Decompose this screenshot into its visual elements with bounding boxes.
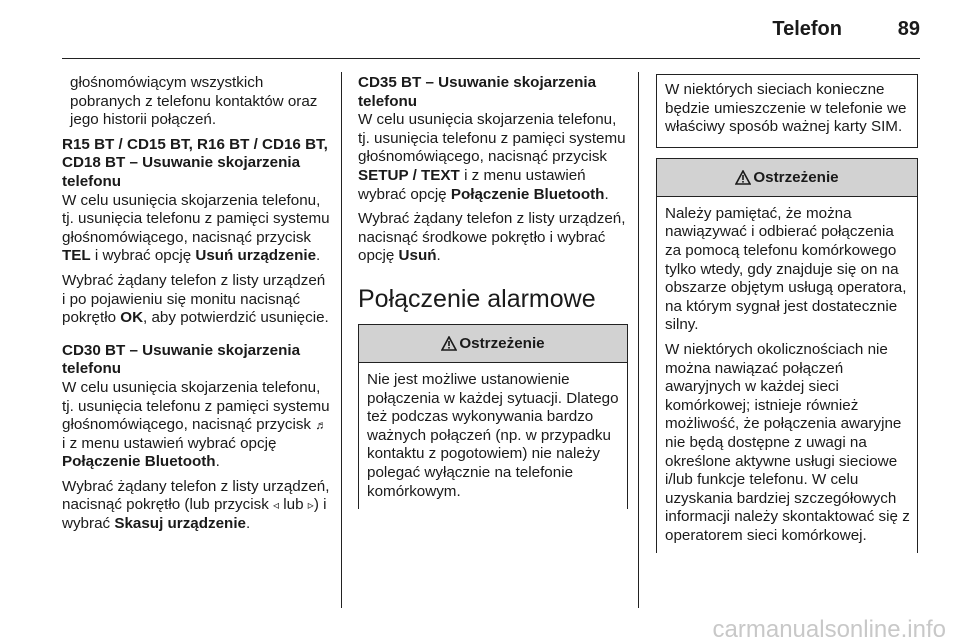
paragraph: Wybrać żądany telefon z listy urządzeń, nacisnąć środkowe pokrętło i wybrać opcję Usuń. [358,210,626,265]
warning-triangle-icon [735,162,751,199]
warning-header [359,325,627,363]
paragraph: W celu usunięcia skojarzenia telefonu, tj. usunięcia telefonu z pamięci systemu głośnomówiącego, nacisnąć przycisk TEL i wybrać opcję Usuń urządzenie. [62,191,330,265]
note-text: W niektórych sieciach konieczne będzie umieszczenie w telefonie we właściwy sposób ważnej karty SIM. [665,81,907,136]
watermark: carmanualsonline.info [712,616,946,643]
warning-box [358,324,628,509]
arrow-right-icon: ▹ [307,498,314,513]
warning-text: Nie jest możliwe ustanowienie połączenia w każdej sytuacji. Dlatego też podczas wykonywania bardzo ważnych połączeń (np. w przypadku kontaktu z pogotowiem) nie należy polegać wyłącznie na telefonie komórkowym. [367,370,619,500]
section-heading: CD35 BT – Usuwanie skojarzenia telefonu [358,74,597,110]
intro-paragraph: głośnomówiącym wszystkich pobranych z telefonu kontaktów oraz jego historii połączeń. [70,74,318,129]
warning-title: Ostrzeżenie [753,168,839,186]
paragraph: W celu usunięcia skojarzenia telefonu, tj. usunięcia telefonu z pamięci systemu głośnomówiącego, nacisnąć przycisk ♬ i z menu ustawień wybrać opcję Połączenie Bluetooth. [62,378,330,471]
column-divider [341,72,342,608]
warning-title: Ostrzeżenie [459,334,545,352]
header-rule [62,58,920,59]
warning-header [657,159,917,197]
chapter-heading: Połączenie alarmowe [358,284,596,313]
warning-triangle-icon [441,328,457,365]
page-header [0,0,960,60]
paragraph: Wybrać żądany telefon z listy urządzeń, nacisnąć pokrętło (lub przycisk ◃ lub ▹) i wybrać Skasuj urządzenie. [62,477,330,533]
music-note-icon: ♬ [315,418,328,433]
page-number: 89 [897,18,920,40]
column-middle [358,74,628,509]
warning-text: Należy pamiętać, że można nawiązywać i odbierać połączenia za pomocą telefonu komórkowego tylko wtedy, gdy znajduje się on na obszarze objętym usługą operatora, na którym sygnał jest dostatecznie silny. [665,204,907,334]
paragraph: Wybrać żądany telefon z listy urządzeń i po pojawieniu się monitu nacisnąć pokrętło OK, aby potwierdzić usunięcie. [62,271,329,327]
column-right [656,74,918,553]
paragraph: W celu usunięcia skojarzenia telefonu, tj. usunięcia telefonu z pamięci systemu głośnomówiącego, nacisnąć przycisk SETUP / TEXT i z menu ustawień wybrać opcję Połączenie Bluetooth. [358,111,626,203]
column-divider [638,72,639,608]
warning-text: W niektórych okolicznościach nie można nawiązać połączeń awaryjnych w każdej sieci komórkowej; istnieje również możliwość, że połączenia awaryjne nie będą dostępne z uwagi na określone aktywne usługi sieciowe i/lub funkcje telefonu. W celu uzyskania bardziej szczegółowych informacji należy skontaktować się z operatorem sieci komórkowej. [665,340,910,544]
page-title: Telefon [772,18,842,40]
warning-box [656,158,918,554]
section-heading: R15 BT / CD15 BT, R16 BT / CD16 BT, CD18 BT – Usuwanie skojarzenia telefonu [62,135,328,190]
note-box [656,74,918,148]
arrow-left-icon: ◃ [273,498,280,513]
section-heading: CD30 BT – Usuwanie skojarzenia telefonu [62,341,301,378]
column-left [62,74,332,540]
